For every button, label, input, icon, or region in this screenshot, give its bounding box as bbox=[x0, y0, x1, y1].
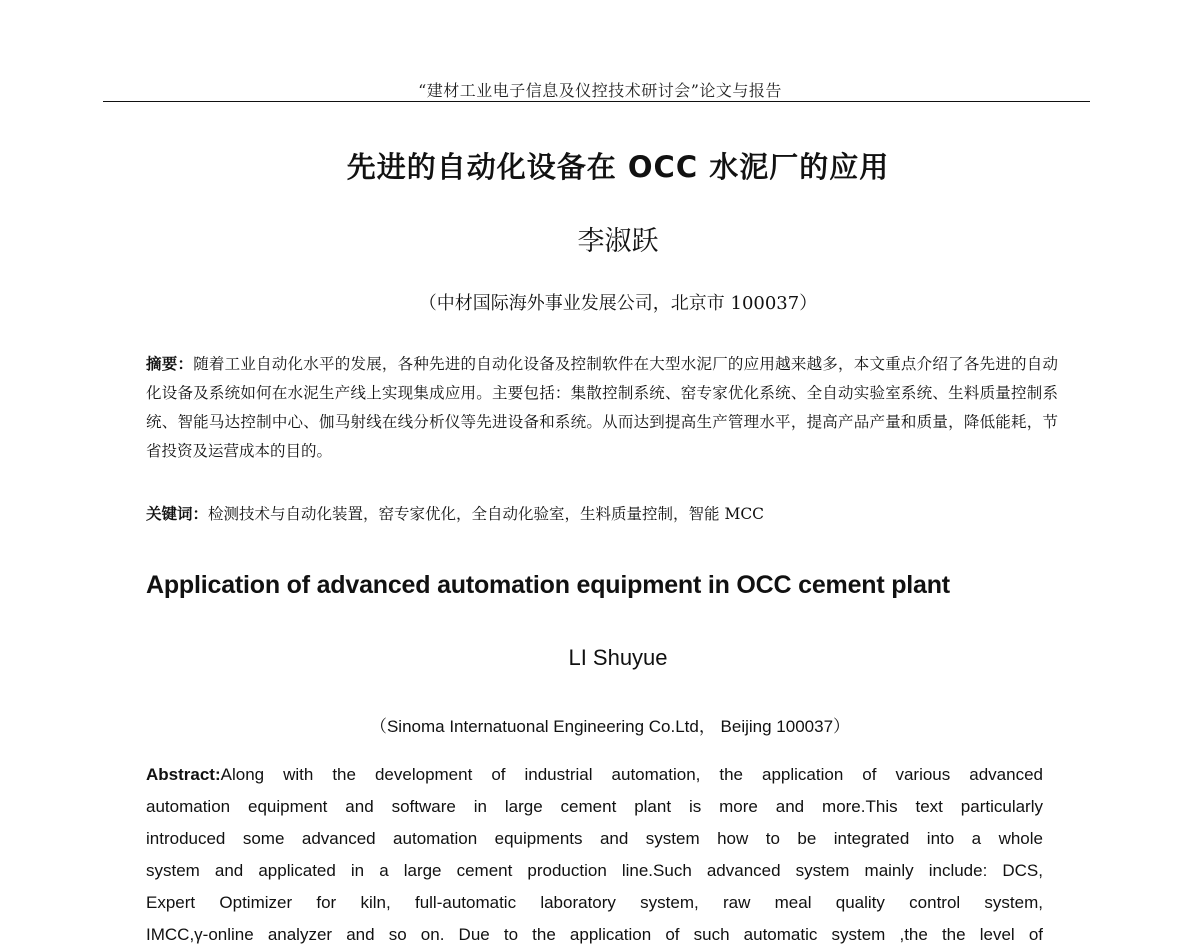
chinese-title: 先进的自动化设备在 OCC 水泥厂的应用 bbox=[346, 150, 890, 184]
english-abstract-line: Abstract:Along with the development of industrial automation, the application of various advanced bbox=[146, 765, 1043, 784]
chinese-affiliation: （中材国际海外事业发展公司，北京市 100037） bbox=[418, 293, 818, 314]
chinese-keywords-text: 检测技术与自动化装置，窑专家优化，全自动化验室，生料质量控制，智能 MCC bbox=[208, 505, 765, 523]
chinese-abstract-label: 摘要： bbox=[146, 355, 194, 373]
english-abstract-line: Expert Optimizer for kiln, full-automatic laboratory system, raw meal quality control system, bbox=[146, 893, 1043, 912]
chinese-abstract bbox=[146, 350, 1058, 466]
english-abstract-label: Abstract: bbox=[146, 765, 221, 784]
chinese-abstract-text: 随着工业自动化水平的发展，各种先进的自动化设备及控制软件在大型水泥厂的应用越来越多，本文重点介绍了各先进的自动化设备及系统如何在水泥生产线上实现集成应用。主要包括：集散控制系统、窑专家优化系统、全自动实验室系统、生料质量控制系统、智能马达控制中心、伽马射线在线分析仪等先进设备和系统。从而达到提高生产管理水平，提高产品产量和质量，降低能耗，节省投资及运营成本的目的。 bbox=[146, 355, 1058, 460]
running-header: “建材工业电子信息及仪控技术研讨会”论文与报告 bbox=[418, 81, 782, 100]
english-abstract-line: introduced some advanced automation equipments and system how to be integrated into a whole bbox=[146, 829, 1043, 848]
english-affiliation: （Sinoma Internatuonal Engineering Co.Ltd， Beijing 100037） bbox=[369, 717, 851, 736]
english-abstract-line: IMCC,γ-online analyzer and so on. Due to the application of such automatic system ,the the level of bbox=[146, 925, 1043, 944]
chinese-keywords-label: 关键词： bbox=[146, 505, 209, 523]
chinese-keywords bbox=[146, 502, 1058, 526]
english-abstract-line: system and applicated in a large cement production line.Such advanced system mainly include: DCS, bbox=[146, 861, 1043, 880]
header-rule bbox=[103, 101, 1090, 102]
english-abstract bbox=[146, 759, 1043, 951]
english-author: LI Shuyue bbox=[568, 645, 668, 670]
english-abstract-line: automation equipment and software in large cement plant is more and more.This text particularly bbox=[146, 797, 1043, 816]
english-title: Application of advanced automation equipment in OCC cement plant bbox=[146, 571, 950, 599]
chinese-author: 李淑跃 bbox=[577, 226, 659, 257]
